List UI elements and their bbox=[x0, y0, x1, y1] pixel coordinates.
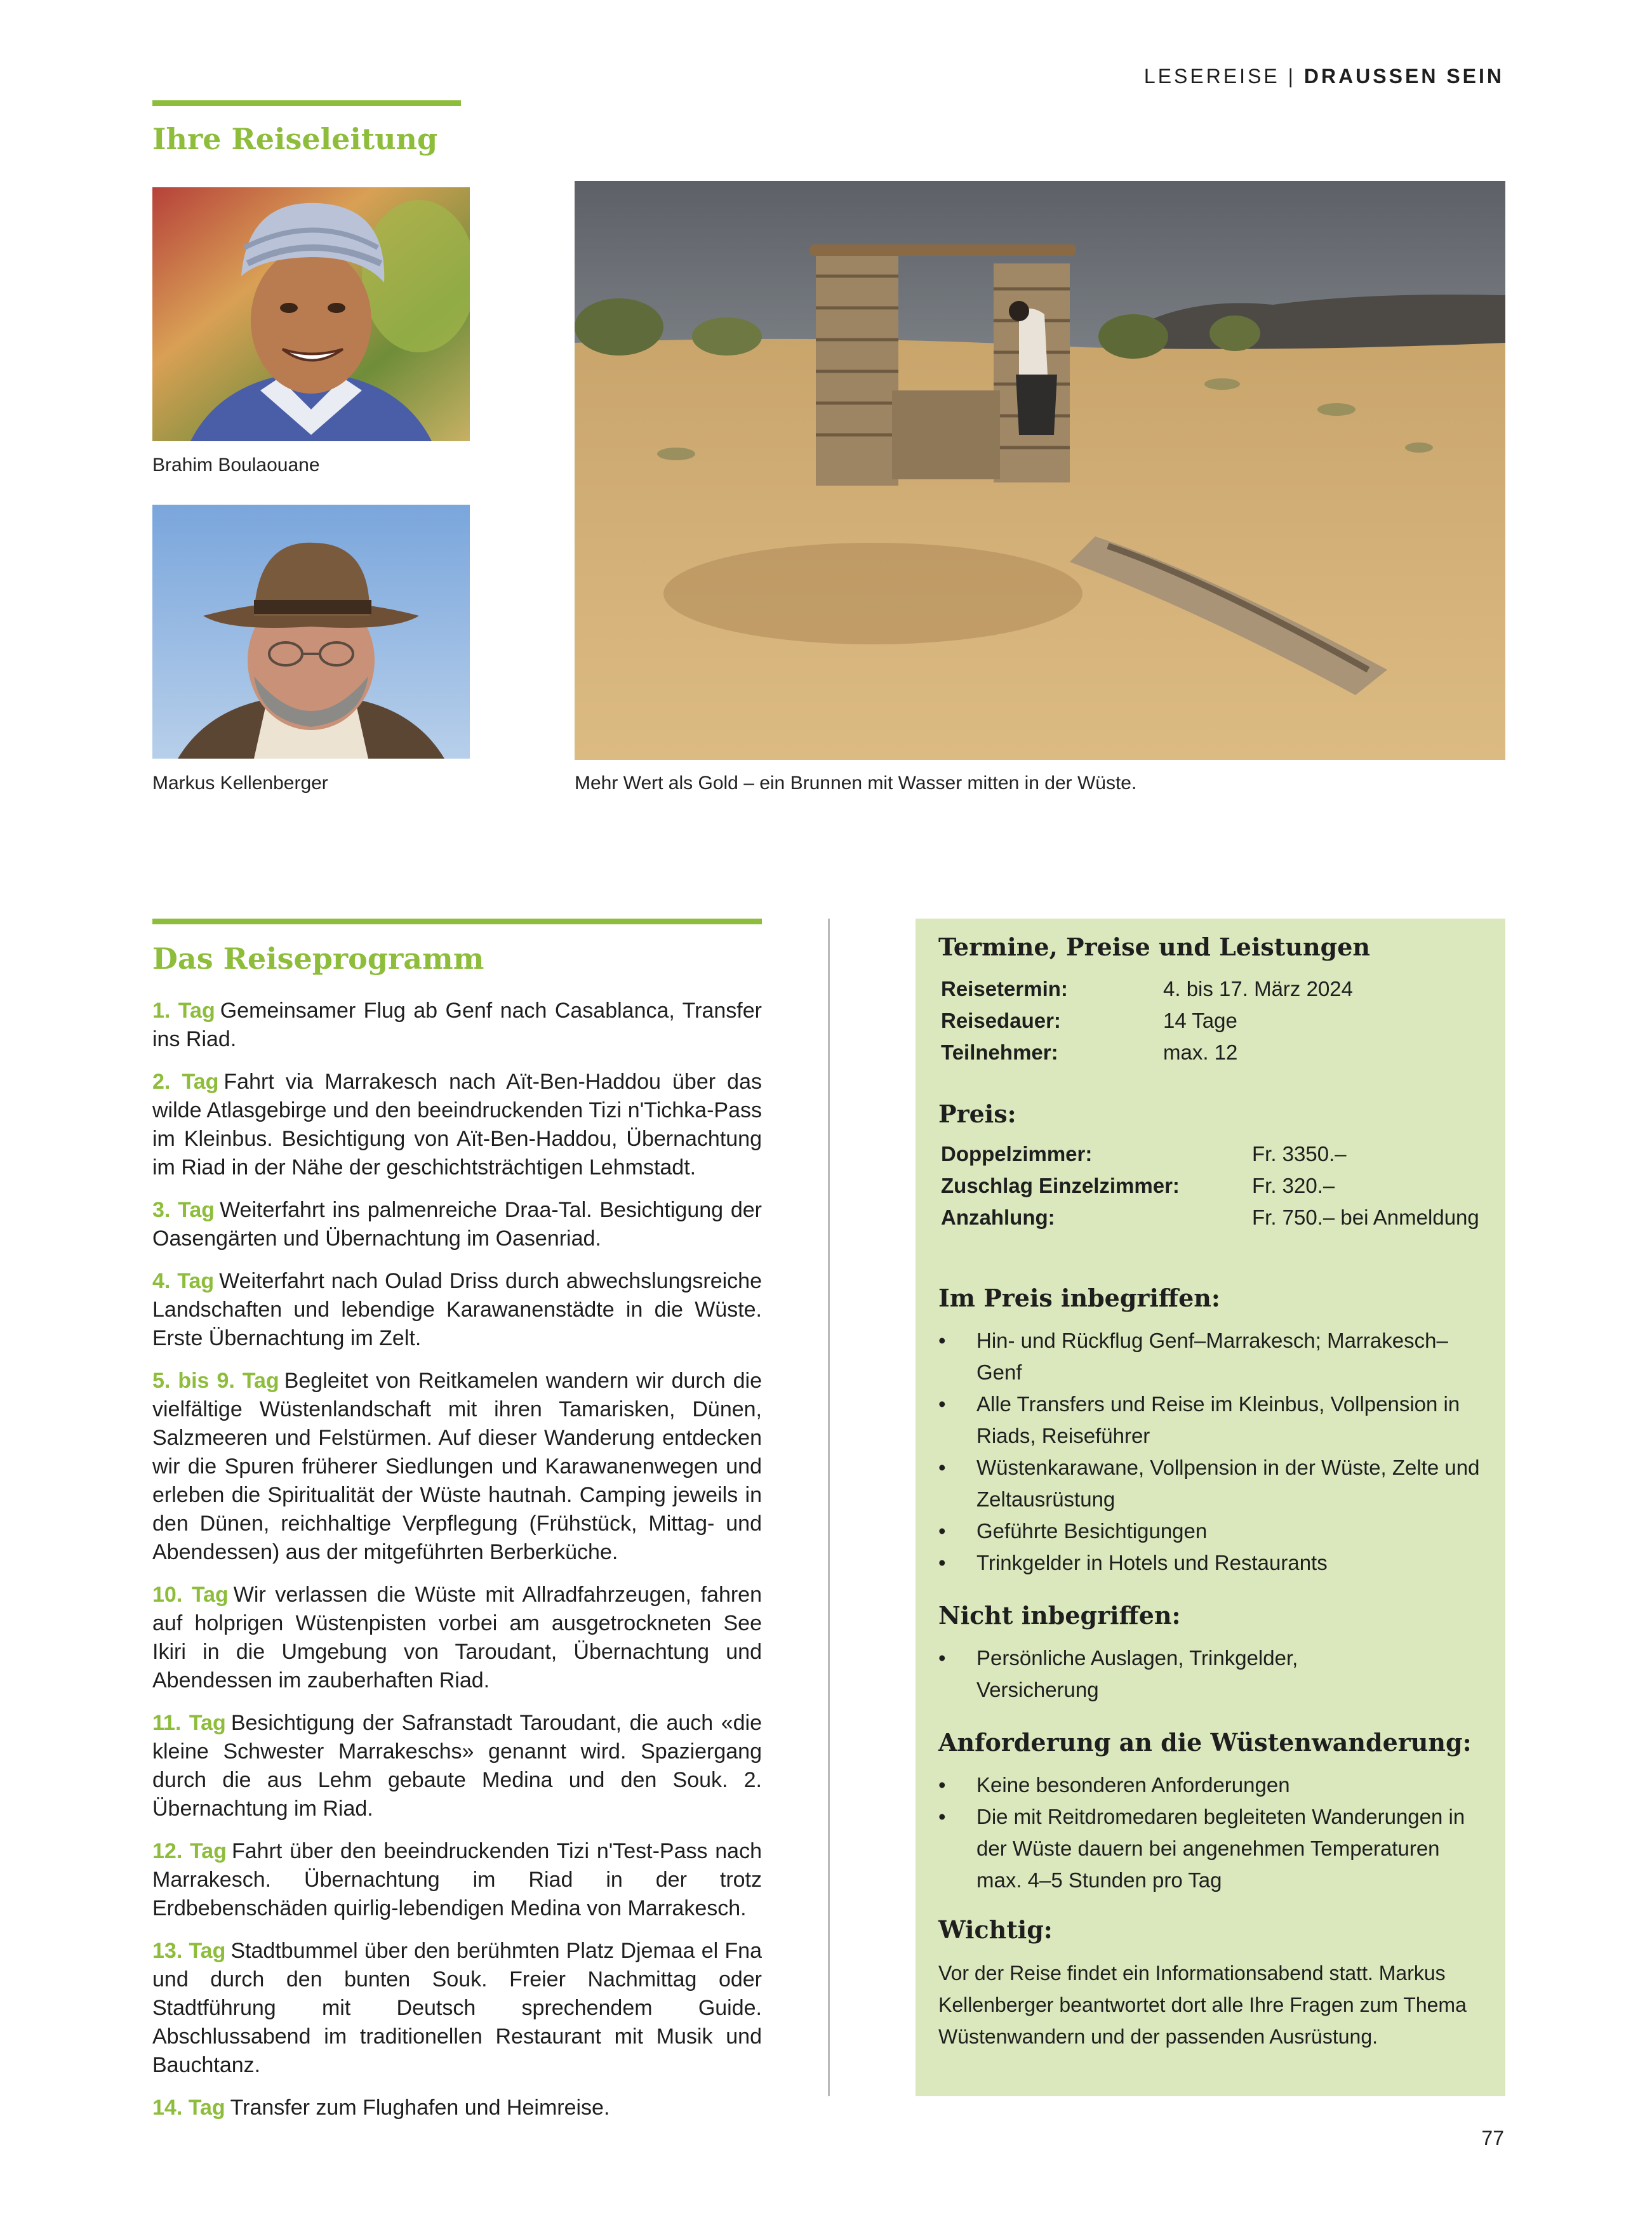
day-text: Wir verlassen die Wüste mit Allradfahrzeugen, fahren auf holprigen Wüstenpisten vorbei am ausgetrockneten See Ikiri in die Umgebung von Taroudant, Übernachtung und Abendessen im zauberhaften Riad. bbox=[152, 1583, 762, 1692]
day-text: Gemeinsamer Flug ab Genf nach Casablanca, Transfer ins Riad. bbox=[152, 999, 762, 1051]
program-day bbox=[152, 1267, 762, 1353]
price-row-deposit bbox=[941, 1206, 1487, 1233]
guide1-portrait-image bbox=[152, 187, 470, 441]
excluded-title: Nicht inbegriffen: bbox=[938, 1601, 1181, 1630]
guides-rule bbox=[152, 100, 461, 106]
price-row-single bbox=[941, 1174, 1487, 1202]
list-item: • Wüstenkarawane, Vollpension in der Wüste, Zelte und Zeltausrüstung bbox=[938, 1452, 1491, 1515]
program-day bbox=[152, 1937, 762, 2080]
info-value: 4. bis 17. März 2024 bbox=[1163, 977, 1353, 1000]
excluded-list bbox=[938, 1642, 1319, 1706]
guide2-portrait-image bbox=[152, 505, 470, 759]
list-item: • Trinkgelder in Hotels und Restaurants bbox=[938, 1547, 1491, 1579]
day-label: 14. Tag bbox=[152, 2096, 225, 2120]
program-day bbox=[152, 1581, 762, 1695]
important-text: Vor der Reise findet ein Informationsabend statt. Markus Kellenberger beantwortet dort alle Ihre Fragen zum Thema Wüstenwandern und der passenden Ausrüstung. bbox=[938, 1962, 1467, 2048]
info-value: max. 12 bbox=[1163, 1040, 1238, 1064]
day-text: Stadtbummel über den berühmten Platz Djemaa el Fna und durch den bunten Souk. Freier Nachmittag oder Stadtführung mit Deutsch sprechendem Guide. Abschlussabend im traditionellen Restaurant mit Musik und Bauchtanz. bbox=[152, 1939, 762, 2077]
page-number: 77 bbox=[1481, 2127, 1504, 2150]
header-tag bbox=[1144, 65, 1504, 88]
price-value: Fr. 320.– bbox=[1252, 1174, 1335, 1197]
price-value: Fr. 3350.– bbox=[1252, 1142, 1347, 1166]
list-item: • Alle Transfers und Reise im Kleinbus, Vollpension in Riads, Reiseführer bbox=[938, 1388, 1491, 1452]
day-label: 13. Tag bbox=[152, 1939, 226, 1963]
list-item: • Die mit Reitdromedaren begleiteten Wanderungen in der Wüste dauern bei angenehmen Temperaturen max. 4–5 Stunden pro Tag bbox=[938, 1801, 1478, 1896]
info-row-participants bbox=[941, 1040, 1487, 1068]
included-list bbox=[938, 1325, 1491, 1579]
list-item: • Keine besonderen Anforderungen bbox=[938, 1769, 1478, 1801]
program-day bbox=[152, 1837, 762, 1923]
price-label: Zuschlag Einzelzimmer: bbox=[941, 1174, 1180, 1197]
day-text: Weiterfahrt ins palmenreiche Draa-Tal. Besichtigung der Oasengärten und Übernachtung im Oasenriad. bbox=[152, 1198, 762, 1251]
day-text: Besichtigung der Safranstadt Taroudant, die auch «die kleine Schwester Marrakeschs» genannt wird. Spaziergang durch die aus Lehm gebaute Medina und den Souk. 2. Übernachtung im Riad. bbox=[152, 1711, 763, 1821]
header-section: DRAUSSEN SEIN bbox=[1303, 65, 1504, 88]
info-label: Reisetermin: bbox=[941, 977, 1068, 1000]
day-label: 2. Tag bbox=[152, 1070, 219, 1094]
list-item: • Geführte Besichtigungen bbox=[938, 1515, 1491, 1547]
info-box bbox=[916, 919, 1505, 2096]
important-title: Wichtig: bbox=[938, 1915, 1053, 1944]
main-photo-caption: Mehr Wert als Gold – ein Brunnen mit Wasser mitten in der Wüste. bbox=[575, 773, 1137, 794]
day-label: 5. bis 9. Tag bbox=[152, 1369, 279, 1393]
price-label: Anzahlung: bbox=[941, 1206, 1055, 1229]
column-divider bbox=[828, 919, 830, 2096]
program-day bbox=[152, 997, 762, 1054]
day-text: Fahrt via Marrakesch nach Aït-Ben-Haddou über das wilde Atlasgebirge und den beeindruckenden Tizi n'Tichka-Pass im Kleinbus. Besichtigung von Aït-Ben-Haddou, Übernachtung im Riad in der Nähe der geschichtsträchtigen Lehmstadt. bbox=[152, 1070, 762, 1180]
program-day bbox=[152, 1367, 762, 1567]
info-label: Teilnehmer: bbox=[941, 1040, 1058, 1064]
guide2-photo bbox=[152, 505, 470, 759]
day-text: Fahrt über den beeindruckenden Tizi n'Test-Pass nach Marrakesch. Übernachtung im Riad in der trotz Erdbebenschäden quirlig-lebendigen Medina von Marrakesch. bbox=[152, 1839, 762, 1920]
price-title: Preis: bbox=[938, 1100, 1016, 1128]
info-row-date bbox=[941, 977, 1487, 1005]
day-label: 3. Tag bbox=[152, 1198, 215, 1222]
guides-title: Ihre Reiseleitung bbox=[152, 122, 438, 156]
day-label: 4. Tag bbox=[152, 1269, 215, 1293]
guide1-caption: Brahim Boulaouane bbox=[152, 455, 320, 475]
list-item: • Hin- und Rückflug Genf–Marrakesch; Marrakesch–Genf bbox=[938, 1325, 1491, 1388]
day-text: Weiterfahrt nach Oulad Driss durch abwechslungsreiche Landschaften und lebendige Karawanenstädte in die Wüste. Erste Übernachtung im Zelt. bbox=[152, 1269, 762, 1350]
guide2-caption: Markus Kellenberger bbox=[152, 773, 328, 794]
included-title: Im Preis inbegriffen: bbox=[938, 1284, 1220, 1312]
day-text: Transfer zum Flughafen und Heimreise. bbox=[230, 2096, 610, 2120]
info-value: 14 Tage bbox=[1163, 1009, 1237, 1032]
program-title: Das Reiseprogramm bbox=[152, 941, 484, 976]
day-label: 1. Tag bbox=[152, 999, 215, 1023]
requirements-title: Anforderung an die Wüstenwanderung: bbox=[938, 1728, 1472, 1757]
dates-title: Termine, Preise und Leistungen bbox=[938, 933, 1370, 961]
price-row-double bbox=[941, 1142, 1487, 1170]
program-day bbox=[152, 1068, 762, 1182]
day-label: 10. Tag bbox=[152, 1583, 229, 1607]
program-day bbox=[152, 1709, 762, 1823]
price-value: Fr. 750.– bei Anmeldung bbox=[1252, 1206, 1479, 1229]
list-item: • Persönliche Auslagen, Trinkgelder, Versicherung bbox=[938, 1642, 1319, 1706]
guide1-photo bbox=[152, 187, 470, 441]
info-row-duration bbox=[941, 1009, 1487, 1037]
day-label: 12. Tag bbox=[152, 1839, 227, 1863]
price-label: Doppelzimmer: bbox=[941, 1142, 1093, 1166]
program-day bbox=[152, 1196, 762, 1253]
program-list bbox=[152, 997, 762, 2136]
day-text: Begleitet von Reitkamelen wandern wir durch die vielfältige Wüstenlandschaft mit ihren Tamarisken, Dünen, Salzmeeren und Felstürmen. Auf dieser Wanderung entdecken wir die Spuren früherer Siedlungen und Karawanenwegen und erleben die Spiritualität der Wüste hautnah. Camping jeweils in den Dünen, reichhaltige Verpflegung (Frühstück, Mittag- und Abendessen) aus der mitgeführten Berberküche. bbox=[152, 1369, 762, 1564]
main-photo bbox=[575, 181, 1505, 760]
day-label: 11. Tag bbox=[152, 1711, 226, 1735]
header-series: LESEREISE bbox=[1143, 65, 1280, 88]
info-label: Reisedauer: bbox=[941, 1009, 1061, 1032]
program-day bbox=[152, 2094, 762, 2122]
desert-well-image bbox=[575, 181, 1505, 760]
program-rule bbox=[152, 919, 762, 924]
requirements-list bbox=[938, 1769, 1478, 1896]
header-separator: | bbox=[1288, 65, 1296, 88]
